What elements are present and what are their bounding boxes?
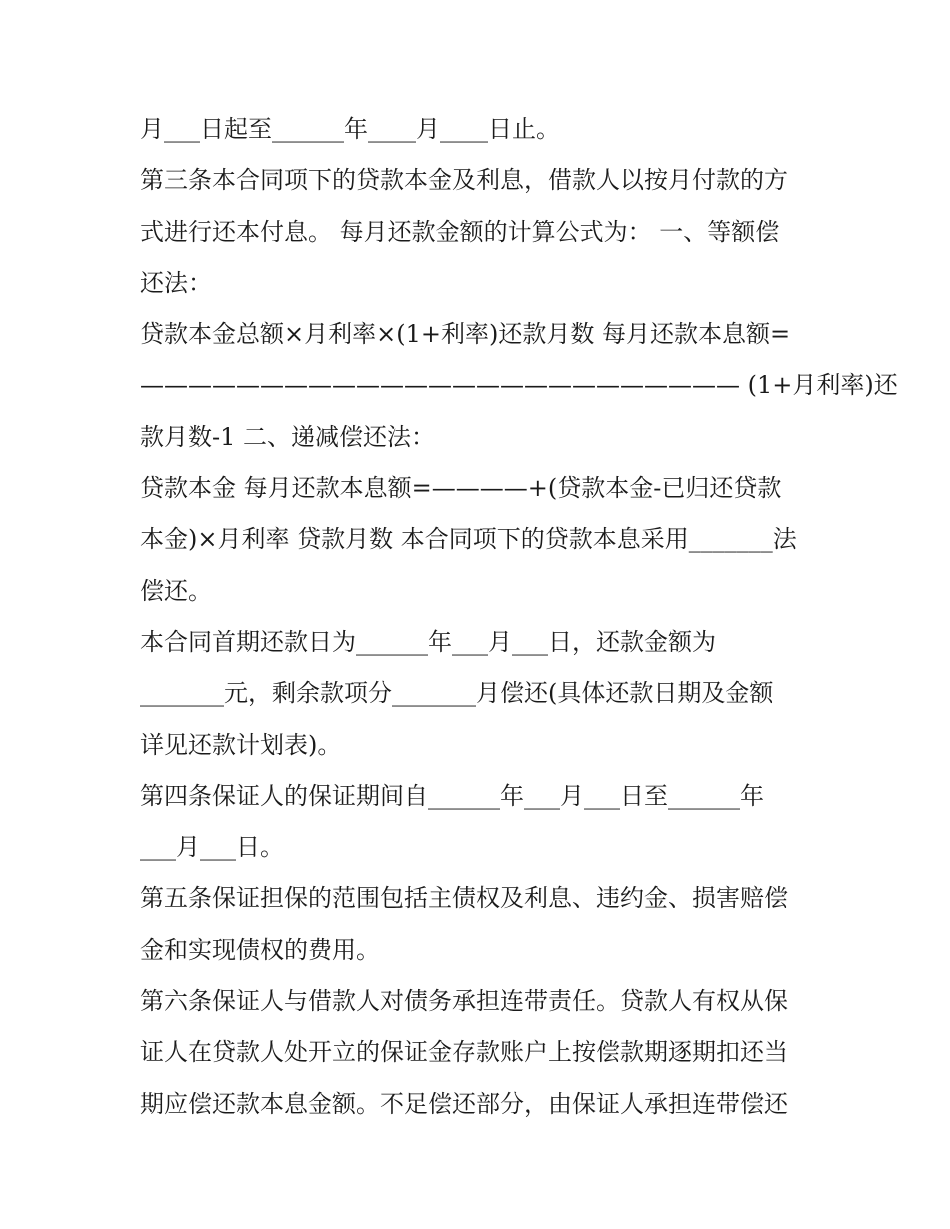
text-line: 本金)×月利率 贷款月数 本合同项下的贷款本息采用_______法 <box>140 525 797 554</box>
text-line: ___月___日。 <box>140 833 284 862</box>
text-line: 第三条本合同项下的贷款本金及利息，借款人以按月付款的方 <box>140 166 788 195</box>
text-line: 第五条保证担保的范围包括主债权及利息、违约金、损害赔偿 <box>140 884 788 913</box>
text-line: 款月数-1 二、递减偿还法： <box>140 422 436 451</box>
text-line: 贷款本金 每月还款本息额=————+(贷款本金-已归还贷款 <box>140 474 782 503</box>
text-line: 本合同首期还款日为______年___月___日，还款金额为 <box>140 627 716 656</box>
text-line: 金和实现债权的费用。 <box>140 935 380 964</box>
text-line: _______元，剩余款项分_______月偿还(具体还款日期及金额 <box>140 679 774 708</box>
text-line: 月___日起至______年____月____日止。 <box>140 115 560 143</box>
text-line: 偿还。 <box>140 576 212 605</box>
text-line: 式进行还本付息。 每月还款金额的计算公式为： 一、等额偿 <box>140 217 780 246</box>
text-line: 第四条保证人的保证期间自______年___月___日至______年 <box>140 781 764 810</box>
text-line: 详见还款计划表)。 <box>140 730 342 759</box>
text-line: ————————————————————————— (1+月利率)还 <box>140 371 898 400</box>
text-line: 第六条保证人与借款人对债务承担连带责任。贷款人有权从保 <box>140 987 788 1016</box>
text-line: 还法： <box>140 268 212 297</box>
text-line: 证人在贷款人处开立的保证金存款账户上按偿款期逐期扣还当 <box>140 1038 788 1067</box>
contract-text <box>140 104 898 1130</box>
text-line: 贷款本金总额×月利率×(1+利率)还款月数 每月还款本息额= <box>140 320 791 349</box>
text-line: 期应偿还款本息金额。不足偿还部分，由保证人承担连带偿还 <box>140 1089 788 1118</box>
